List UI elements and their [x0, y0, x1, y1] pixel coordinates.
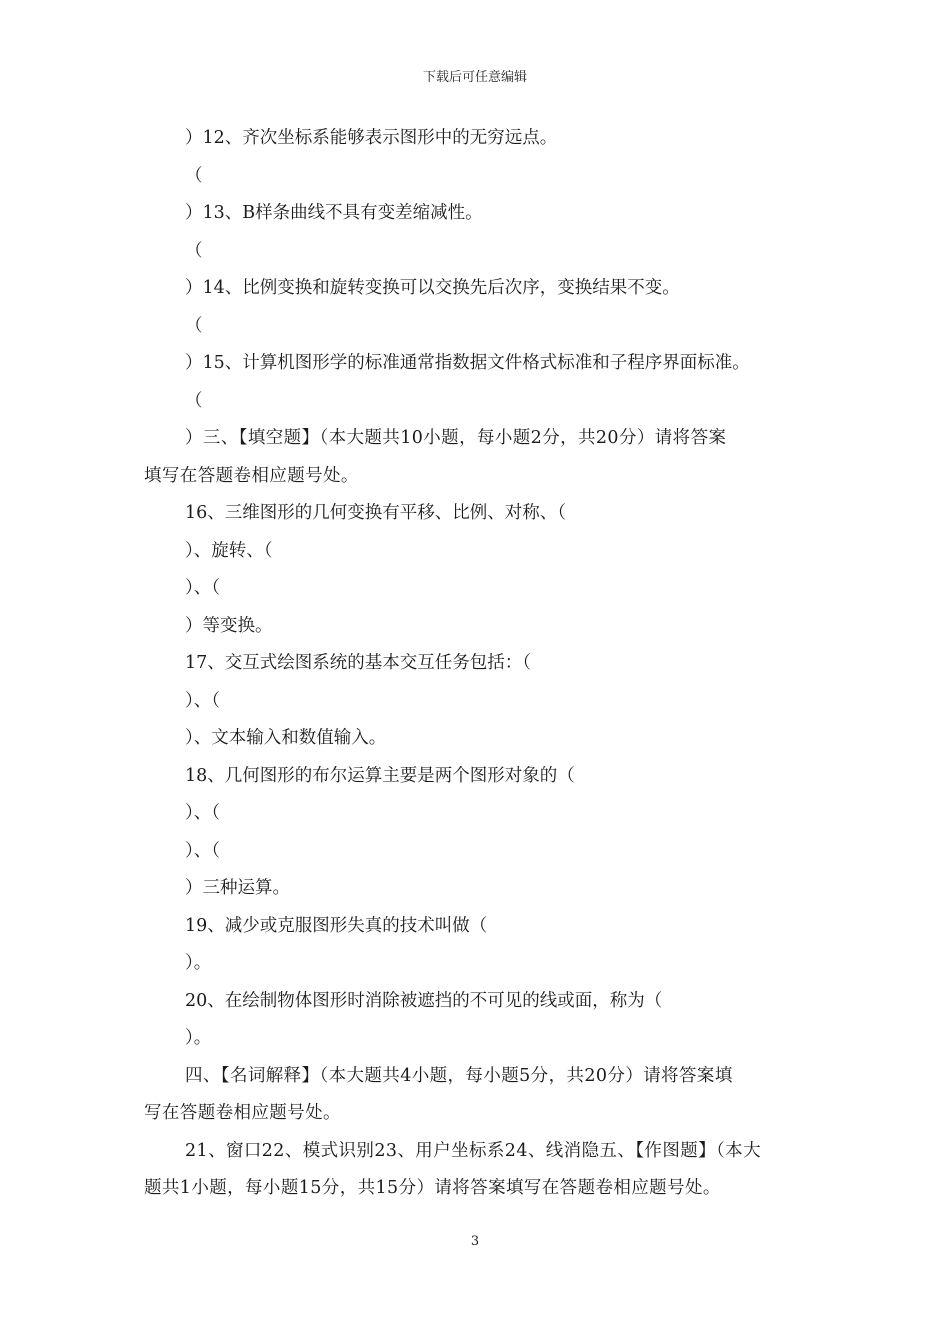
- text-line: ）等变换。: [185, 615, 273, 636]
- question-16: 16、三维图形的几何变换有平移、比例、对称、（: [185, 503, 567, 523]
- text-line-continuation: 填写在答题卷相应题号处。: [144, 465, 359, 486]
- text-line: ）。: [185, 1028, 212, 1048]
- text-line: ）、（: [185, 690, 220, 711]
- text-line: ）12、齐次坐标系能够表示图形中的无穷远点。: [185, 128, 558, 148]
- text-line: ）、（: [185, 803, 220, 823]
- text-line: ）、旋转、（: [185, 540, 273, 561]
- question-18: 18、几何图形的布尔运算主要是两个图形对象的（: [185, 765, 575, 786]
- text-line-continuation: 题共1小题，每小题15分，共15分）请将答案填写在答题卷相应题号处。: [144, 1178, 721, 1198]
- section-heading-terms: 四、【名词解释】（本大题共4小题，每小题5分，共20分）请将答案填: [185, 1065, 733, 1086]
- text-line: ）、文本输入和数值输入。: [185, 728, 387, 748]
- document-body: [144, 120, 808, 1208]
- text-line: （: [185, 240, 203, 261]
- section-heading-fill-in: ）三、【填空题】（本大题共10小题，每小题2分，共20分）请将答案: [185, 428, 727, 448]
- question-19: 19、减少或克服图形失真的技术叫做（: [185, 915, 488, 936]
- question-17: 17、交互式绘图系统的基本交互任务包括：（: [185, 653, 532, 673]
- page-number: 3: [470, 1234, 480, 1249]
- text-line: （: [185, 390, 203, 411]
- question-20: 20、在绘制物体图形时消除被遮挡的不可见的线或面，称为（: [185, 990, 663, 1011]
- text-line: ）、（: [185, 578, 220, 598]
- text-line: ）三种运算。: [185, 878, 290, 898]
- text-line: ）、（: [185, 840, 220, 861]
- text-line: （: [185, 315, 203, 336]
- text-line-continuation: 写在答题卷相应题号处。: [144, 1103, 341, 1123]
- text-line: ）15、计算机图形学的标准通常指数据文件格式标准和子程序界面标准。: [185, 353, 750, 373]
- page-header: 下载后可任意编辑: [422, 70, 527, 85]
- text-line: （: [185, 165, 203, 186]
- text-line: ）。: [185, 953, 212, 973]
- questions-21-24: 21、窗口22、模式识别23、用户坐标系24、线消隐五、【作图题】（本大: [185, 1140, 761, 1161]
- text-line: ）14、比例变换和旋转变换可以交换先后次序，变换结果不变。: [185, 278, 680, 298]
- text-line: ）13、B样条曲线不具有变差缩减性。: [185, 203, 483, 223]
